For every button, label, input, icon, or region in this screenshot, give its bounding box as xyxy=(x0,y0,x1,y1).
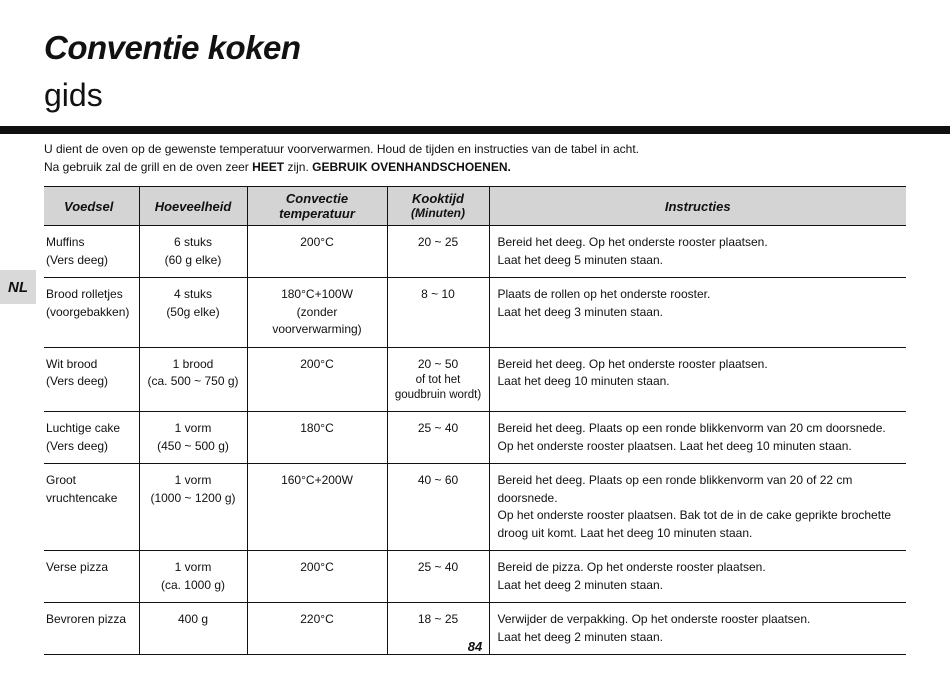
page-number: 84 xyxy=(467,639,483,654)
cell-time-line: 20 ~ 25 xyxy=(417,235,459,249)
cell-instr-line: Bereid het deeg. Op het onderste rooster plaatsen. xyxy=(497,235,768,249)
cell-food xyxy=(44,226,139,278)
header-cooking-time xyxy=(387,187,489,226)
cell-temp xyxy=(247,464,387,551)
cell-temp-line: 220°C xyxy=(300,612,334,626)
table-row xyxy=(44,551,906,603)
cell-instr xyxy=(489,278,906,348)
header-rule xyxy=(0,126,950,134)
cell-food xyxy=(44,278,139,348)
intro-text xyxy=(44,141,639,176)
cell-instr-line: Laat het deeg 10 minuten staan. xyxy=(497,374,670,388)
page-title: Conventie koken xyxy=(44,29,301,66)
cooking-guide-table xyxy=(44,186,906,655)
cell-instr xyxy=(489,551,906,603)
cell-amount-line: (1000 ~ 1200 g) xyxy=(150,490,236,505)
cell-food-line: Luchtige cake xyxy=(46,421,121,435)
cell-instr-line: Laat het deeg 5 minuten staan. xyxy=(497,252,663,267)
header-time-line-1: Kooktijd xyxy=(412,191,464,206)
cell-amount xyxy=(139,551,247,603)
cell-food-line: Muffins xyxy=(46,235,85,249)
table-row xyxy=(44,464,906,551)
cell-amount-line: 1 vorm xyxy=(174,560,212,574)
cell-food-line: vruchtencake xyxy=(46,490,118,505)
cell-temp xyxy=(247,551,387,603)
cell-temp xyxy=(247,347,387,412)
cell-temp xyxy=(247,226,387,278)
cell-instr-line: Verwijder de verpakking. Op het onderste rooster plaatsen. xyxy=(497,612,811,626)
cell-amount xyxy=(139,464,247,551)
header-food: Voedsel xyxy=(44,187,139,226)
cell-time-line: 40 ~ 60 xyxy=(417,473,459,487)
table-row xyxy=(44,278,906,348)
intro-line-1: U dient de oven op de gewenste temperatuur voorverwarmen. Houd de tijden en instructies van de tabel in acht. xyxy=(44,142,640,156)
table-row xyxy=(44,226,906,278)
intro-gloves-warning: GEBRUIK OVENHANDSCHOENEN. xyxy=(312,159,511,174)
cell-food xyxy=(44,347,139,412)
intro-line-2-text-b: zijn. xyxy=(284,159,313,174)
language-tab: NL xyxy=(0,270,36,304)
cell-amount-line: 400 g xyxy=(177,612,209,626)
intro-hot-word: HEET xyxy=(252,159,285,174)
cell-amount-line: 6 stuks xyxy=(173,235,212,249)
cell-time-line: 18 ~ 25 xyxy=(417,612,459,626)
cell-amount-line: (60 g elke) xyxy=(164,252,222,267)
cell-amount-line: 1 vorm xyxy=(174,473,212,487)
header-amount: Hoeveelheid xyxy=(139,187,247,226)
cell-instr-line: Bereid het deeg. Plaats op een ronde blikkenvorm van 20 of 22 cm doorsnede. xyxy=(497,473,853,505)
cell-amount-line: 4 stuks xyxy=(173,287,212,301)
cell-amount-line: (ca. 500 ~ 750 g) xyxy=(147,374,239,388)
cell-food-line: (Vers deeg) xyxy=(46,252,109,267)
table-row xyxy=(44,347,906,412)
cell-temp-line: 200°C xyxy=(300,235,334,249)
cell-amount-line: (ca. 1000 g) xyxy=(160,577,226,592)
cell-temp-line: 160°C+200W xyxy=(281,473,353,487)
cell-instr xyxy=(489,412,906,464)
cell-time xyxy=(387,278,489,348)
cell-instr-line: droog uit komt. Laat het deeg 10 minuten staan. xyxy=(497,525,753,540)
cell-temp-line: 180°C xyxy=(300,421,334,435)
cell-instr-line: Bereid het deeg. Op het onderste rooster plaatsen. xyxy=(497,356,768,371)
cell-time-line: goudbruin wordt) xyxy=(394,389,482,401)
page-subtitle: gids xyxy=(44,77,103,113)
header-instructions: Instructies xyxy=(489,187,906,226)
cell-food xyxy=(44,464,139,551)
cell-amount-line: (450 ~ 500 g) xyxy=(157,438,229,453)
cell-time-line: 25 ~ 40 xyxy=(417,421,459,435)
cell-time xyxy=(387,464,489,551)
cell-amount xyxy=(139,347,247,412)
cell-temp xyxy=(247,278,387,348)
cell-instr xyxy=(489,464,906,551)
header-temperature-line-1: Convectie xyxy=(285,191,349,206)
cell-temp-line: 200°C xyxy=(300,560,334,574)
cell-time xyxy=(387,347,489,412)
cell-instr-line: Bereid de pizza. Op het onderste rooster plaatsen. xyxy=(497,560,766,574)
cell-food-line: Wit brood xyxy=(46,356,98,371)
cell-instr xyxy=(489,226,906,278)
cell-food-line: Bevroren pizza xyxy=(46,612,127,626)
intro-line-2 xyxy=(44,159,639,177)
intro-line-2-text-a: Na gebruik zal de grill en de oven zeer xyxy=(44,159,253,174)
cell-instr-line: Op het onderste rooster plaatsen. Bak tot de in de cake geprikte brochette xyxy=(497,508,892,522)
cell-amount xyxy=(139,278,247,348)
cell-amount-line: 1 vorm xyxy=(174,421,212,435)
cell-food-line: Groot xyxy=(46,473,77,487)
cell-instr-line: Laat het deeg 3 minuten staan. xyxy=(497,304,663,319)
cell-time-line: of tot het xyxy=(415,374,461,386)
cell-time-line: 20 ~ 50 xyxy=(417,356,459,371)
header-temperature xyxy=(247,187,387,226)
cell-temp-line: (zonder voorverwarming) xyxy=(272,304,362,336)
cell-temp-line: 180°C+100W xyxy=(281,287,353,301)
cell-food-line: Verse pizza xyxy=(46,560,109,574)
cell-food-line: (Vers deeg) xyxy=(46,374,109,388)
cell-temp-line: 200°C xyxy=(300,356,334,371)
cell-time xyxy=(387,226,489,278)
cell-amount xyxy=(139,226,247,278)
cell-instr-line: Bereid het deeg. Plaats op een ronde blikkenvorm van 20 cm doorsnede. xyxy=(497,421,886,435)
cell-instr-line: Op het onderste rooster plaatsen. Laat het deeg 10 minuten staan. xyxy=(497,438,852,453)
cell-instr-line: Laat het deeg 2 minuten staan. xyxy=(497,629,663,644)
cell-time xyxy=(387,551,489,603)
cell-time xyxy=(387,412,489,464)
header-time-line-2: (Minuten) xyxy=(411,206,465,220)
cell-time-line: 25 ~ 40 xyxy=(417,560,459,574)
cell-time-line: 8 ~ 10 xyxy=(421,287,455,301)
cell-food-line: Brood rolletjes xyxy=(46,287,123,301)
table-header-row xyxy=(44,187,906,226)
cell-food-line: (voorgebakken) xyxy=(46,304,130,319)
cell-amount-line: (50g elke) xyxy=(166,304,220,319)
cell-instr-line: Laat het deeg 2 minuten staan. xyxy=(497,577,663,592)
cell-amount xyxy=(139,412,247,464)
table-row xyxy=(44,412,906,464)
cell-instr-line: Plaats de rollen op het onderste rooster. xyxy=(497,287,711,301)
cell-food-line: (Vers deeg) xyxy=(46,438,109,453)
header-temperature-line-2: temperatuur xyxy=(279,206,355,221)
cell-food xyxy=(44,551,139,603)
cell-instr xyxy=(489,347,906,412)
cell-temp xyxy=(247,412,387,464)
cell-food xyxy=(44,412,139,464)
cell-amount-line: 1 brood xyxy=(172,356,214,371)
